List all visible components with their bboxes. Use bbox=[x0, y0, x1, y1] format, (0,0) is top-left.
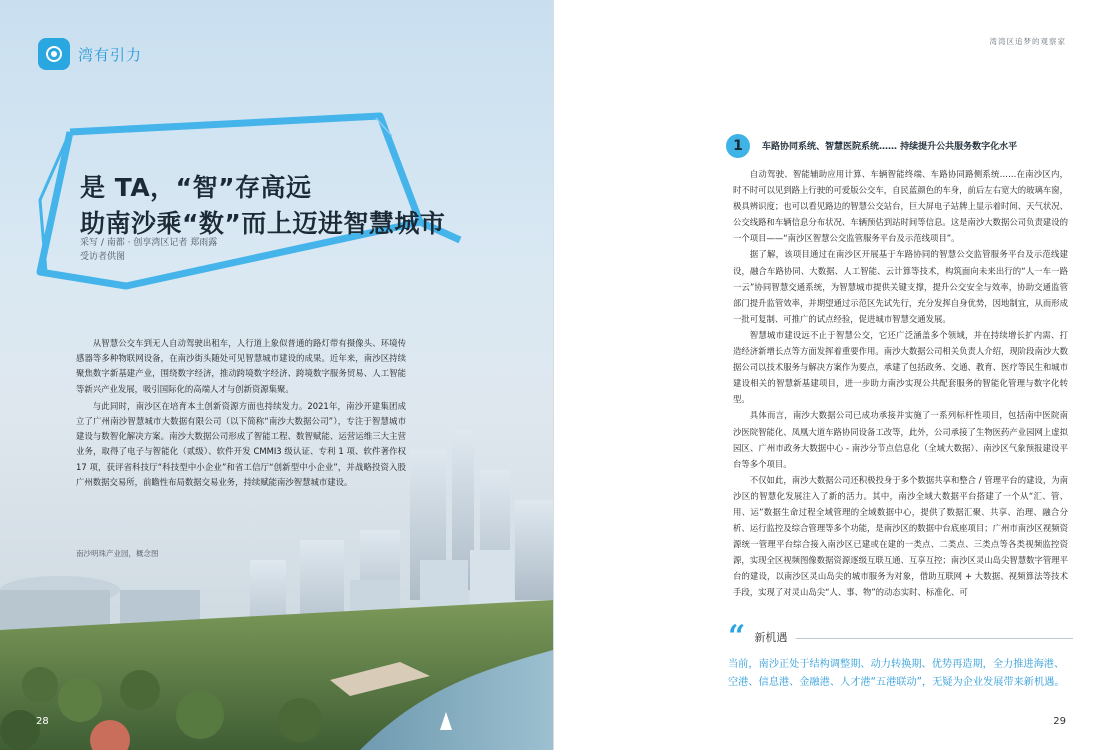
right-paragraph-3: 智慧城市建设远不止于智慧公交，它还广泛涵盖多个领域，并在持续增长扩内需、打造经济新增长点等方面发挥着重要作用。南沙大数据公司相关负责人介绍，现阶段南沙大数据公司以技术服务与解决方案作为要点，承建了包括政务、交通、教育、医疗等民生和城市建设相关的智慧新基建项目，进一步助力南沙实现公共配套服务的智能化管理与数字化转型。 bbox=[733, 329, 1068, 405]
right-paragraph-1: 自动驾驶、智能辅助应用计算、车辆智能终端、车路协同路侧系统……在南沙区内，时不时可以见到路上行驶的可爱版公交车，自民蓝颜色的车身，前后左右宽大的玻璃车窗，极具辨识度；也可以看见路边的智慧公交站台，巨大屏电子站牌上显示着时间、天气状况、公交线路和车辆信息分布状况、车辆预估到站时间等信息。这是南沙大数据公司负责建设的一个项目——“南沙区智慧公交监管服务平台及示范线项目”。 bbox=[733, 169, 1068, 244]
camera-icon bbox=[38, 38, 70, 70]
byline-photo-credit: 受访者供图 bbox=[80, 252, 126, 262]
byline bbox=[80, 236, 217, 264]
pull-quote-divider bbox=[796, 638, 1073, 639]
page-number-left: 28 bbox=[36, 716, 49, 727]
quote-mark-icon: “ bbox=[728, 619, 746, 654]
right-paragraph-5: 不仅如此，南沙大数据公司还积极投身于多个数据共享和整合 / 管理平台的建设，为南沙区的智慧化发展注入了新的活力。其中，南沙全域大数据平台搭建了一个从“汇、管、用、运”数据生命过程全域管理的全域数据中心，提供了数据汇聚、共享、治理、融合分析、运行监控及综合管理等多个功能，是南沙区的数据中台底座项目；广州市南沙区视频资源统一管理平台综合接入南沙区已建或在建的一类点、二类点、三类点等各类视频监控资源，实现全区视频图像数据资源逐级互联互通、互享互控；南沙区灵山岛尖智慧数字管理平台的建设，以南沙区灵山岛尖的城市服务为对象，借助互联网 + 大数据、视频算法等技术手段，实现了对灵山岛尖“人、事、物”的动态实时、标准化、可 bbox=[733, 474, 1068, 598]
brand-name: 湾有引力 bbox=[78, 45, 143, 64]
headline-line-2: 助南沙乘“数”而上迈进智慧城市 bbox=[80, 209, 446, 238]
pull-quote-heading: 新机遇 bbox=[754, 631, 788, 644]
headline-line-1: 是 TA，“智”存高远 bbox=[80, 173, 312, 202]
article-headline bbox=[80, 170, 445, 242]
page-number-right: 29 bbox=[1053, 716, 1066, 727]
image-caption: 南沙明珠产业园，概念图 bbox=[76, 549, 159, 558]
left-paragraph-1: 从智慧公交车到无人自动驾驶出租车，人行道上象似普通的路灯带有摄像头、环境传感器等多种物联网设备，在南沙街头随处可见智慧城市建设的成果。近年来，南沙区持续聚焦数字新基建产业，围绕数字经济，推动跨境数字经济、跨境数字服务贸易、人工智能等新兴产业发展，吸引国际化的高端人才与创新资源集聚。 bbox=[76, 338, 406, 394]
right-paragraph-4: 具体而言，南沙大数据公司已成功承接并实施了一系列标杆性项目，包括南中医院南沙医院智能化、凤凰大道车路协同设备工改等，此外，公司承接了生物医药产业园网上虚拟园区、广州市政务大数据中心 - 南沙分节点信息化（全域大数据）、南沙区气象预报建设平台等多个项目。 bbox=[733, 410, 1068, 469]
right-body-text bbox=[733, 166, 1068, 601]
right-paragraph-2: 据了解，该项目通过在南沙区开展基于车路协同的智慧公交监管服务平台及示范线建设，融合车路协同、大数据、人工智能、云计算等技术，构筑面向未来出行的“人一车一路一云”协同智慧交通系统，为智慧城市提供关键支撑，提升公交安全与效率，协助交通监管部门提升监管效率，并期望通过示范区先试先行，充分发挥自身优势，因地制宜，从而形成一批可复制、可推广的试点经验，促进城市智慧交通发展。 bbox=[733, 249, 1068, 324]
section-number-badge: 1 bbox=[726, 134, 750, 158]
brand-header bbox=[38, 38, 142, 70]
pull-quote-text: 当前，南沙正处于结构调整期、动力转换期、优势再造期，全力推进海港、空港、信息港、金融港、人才港“五港联动”，无疑为企业发展带来新机遇。 bbox=[728, 659, 1065, 688]
left-paragraph-2: 与此同时，南沙区在培育本土创新资源方面也持续发力。2021年，南沙开建集团成立了广州南沙智慧城市大数据有限公司（以下简称“南沙大数据公司”），专注于智慧城市建设与数智化解决方案。南沙大数据公司形成了智能工程、数智赋能、运营运维三大主营业务，取得了电子与智能化（贰级）、软件开发 CMMI3 级认证、专利 1 项、软件著作权 17 项，获评省科技厅“科技型中小企业”和省工信厅“创新型中小企业”，并战略投资入股广州数据交易所，前瞻性布局数据交易业务，持续赋能南沙智慧城市建设。 bbox=[76, 400, 406, 487]
section-title: 车路协同系统、智慧医院系统…… 持续提升公共服务数字化水平 bbox=[762, 142, 1018, 152]
running-header: 湾湾区追梦的观察家 bbox=[989, 37, 1066, 46]
left-body-text bbox=[76, 336, 406, 492]
pull-quote bbox=[728, 619, 1073, 692]
byline-author: 采写 / 南都 · 创享湾区记者 郑雨露 bbox=[80, 238, 218, 248]
